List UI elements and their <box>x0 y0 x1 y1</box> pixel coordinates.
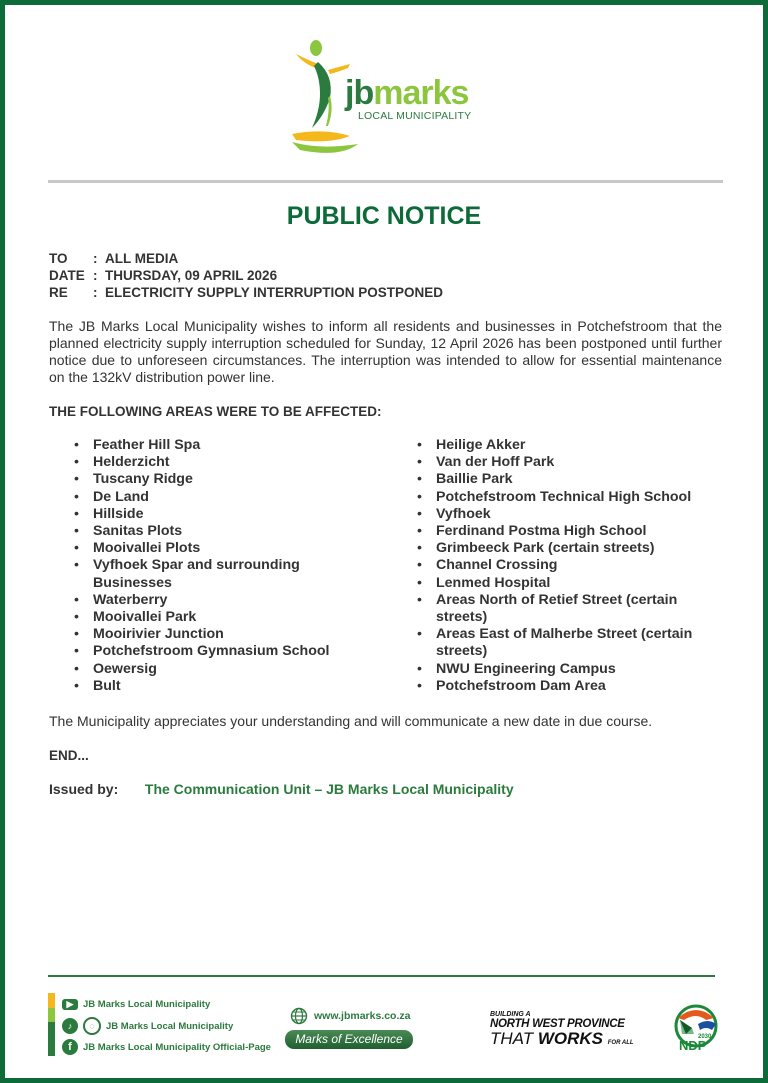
list-item: • Mooivallei Plots <box>74 540 374 557</box>
areas-list-left <box>74 437 374 695</box>
end-marker: END... <box>49 748 89 763</box>
social-tiktok-whatsapp[interactable]: ♪ ◌ JB Marks Local Municipality <box>62 1017 233 1035</box>
page-title: PUBLIC NOTICE <box>286 202 482 230</box>
slogan-badge: Marks of Excellence <box>285 1030 413 1049</box>
nw-province-logo: BUILDING A NORTH WEST PROVINCE THAT WORKS FOR ALL <box>490 1011 634 1048</box>
list-item: • Oewersig <box>74 661 374 678</box>
youtube-icon: ▶ <box>62 999 78 1010</box>
list-item: • Vyfhoek Spar and surrounding Businesses <box>74 557 374 591</box>
social-youtube[interactable]: ▶ JB Marks Local Municipality <box>62 999 210 1010</box>
ndp-2030-logo-icon <box>672 1004 720 1052</box>
list-item: • Tuscany Ridge <box>74 471 374 488</box>
brand-color-bar <box>48 993 55 1056</box>
svg-text:NDP: NDP <box>679 1038 707 1052</box>
list-item: • Lenmed Hospital <box>417 575 717 592</box>
intro-paragraph: The JB Marks Local Municipality wishes to inform all residents and businesses in Potchefstroom that the planned electricity supply interruption scheduled for Sunday, 12 April 2026 has been postponed until further notice due to unforeseen circumstances. The interruption was intended to allow for essential maintenance on the 132kV distribution power line. <box>49 318 722 385</box>
logo-wordmark: jbmarks <box>345 74 469 112</box>
list-item: • Vyfhoek <box>417 506 717 523</box>
list-item: • Hillside <box>74 506 374 523</box>
list-item: • Areas East of Malherbe Street (certain streets) <box>417 626 717 660</box>
list-item: • NWU Engineering Campus <box>417 661 717 678</box>
list-item: • Feather Hill Spa <box>74 437 374 454</box>
list-item: • Mooirivier Junction <box>74 626 374 643</box>
issued-by <box>49 781 514 797</box>
meta-date: DATE : THURSDAY, 09 APRIL 2026 <box>49 268 278 283</box>
list-item: • Areas North of Retief Street (certain streets) <box>417 592 717 626</box>
areas-list-right <box>417 437 717 695</box>
closing-paragraph: The Municipality appreciates your understanding and will communicate a new date in due course. <box>49 713 653 729</box>
list-item: • Sanitas Plots <box>74 523 374 540</box>
list-item: • Bult <box>74 678 374 695</box>
areas-heading: THE FOLLOWING AREAS WERE TO BE AFFECTED: <box>49 404 382 419</box>
list-item: • Baillie Park <box>417 471 717 488</box>
list-item: • Potchefstroom Technical High School <box>417 489 717 506</box>
list-item: • Potchefstroom Gymnasium School <box>74 643 374 660</box>
list-item: • Van der Hoff Park <box>417 454 717 471</box>
list-item: • Channel Crossing <box>417 557 717 574</box>
globe-icon <box>290 1007 308 1025</box>
issued-by-value: The Communication Unit – JB Marks Local Municipality <box>144 781 514 797</box>
website-link[interactable]: www.jbmarks.co.za <box>290 1007 410 1025</box>
list-item: • Waterberry <box>74 592 374 609</box>
list-item: • Helderzicht <box>74 454 374 471</box>
issued-by-label: Issued by: <box>49 781 119 797</box>
list-item: • Mooivallei Park <box>74 609 374 626</box>
whatsapp-icon: ◌ <box>83 1017 101 1035</box>
tiktok-icon: ♪ <box>62 1018 78 1034</box>
list-item: • De Land <box>74 489 374 506</box>
logo-subtitle: LOCAL MUNICIPALITY <box>358 110 472 122</box>
list-item: • Ferdinand Postma High School <box>417 523 717 540</box>
list-item: • Heilige Akker <box>417 437 717 454</box>
social-facebook[interactable]: f JB Marks Local Municipality Official-Page <box>62 1039 271 1055</box>
svg-text:2030: 2030 <box>698 1034 712 1040</box>
header-divider <box>48 180 723 183</box>
meta-re: RE : ELECTRICITY SUPPLY INTERRUPTION POSTPONED <box>49 285 444 300</box>
list-item: • Potchefstroom Dam Area <box>417 678 717 695</box>
list-item: • Grimbeeck Park (certain streets) <box>417 540 717 557</box>
facebook-icon: f <box>62 1039 78 1055</box>
footer-divider <box>48 975 715 977</box>
meta-to: TO : ALL MEDIA <box>49 251 179 266</box>
notice-meta <box>49 250 443 301</box>
